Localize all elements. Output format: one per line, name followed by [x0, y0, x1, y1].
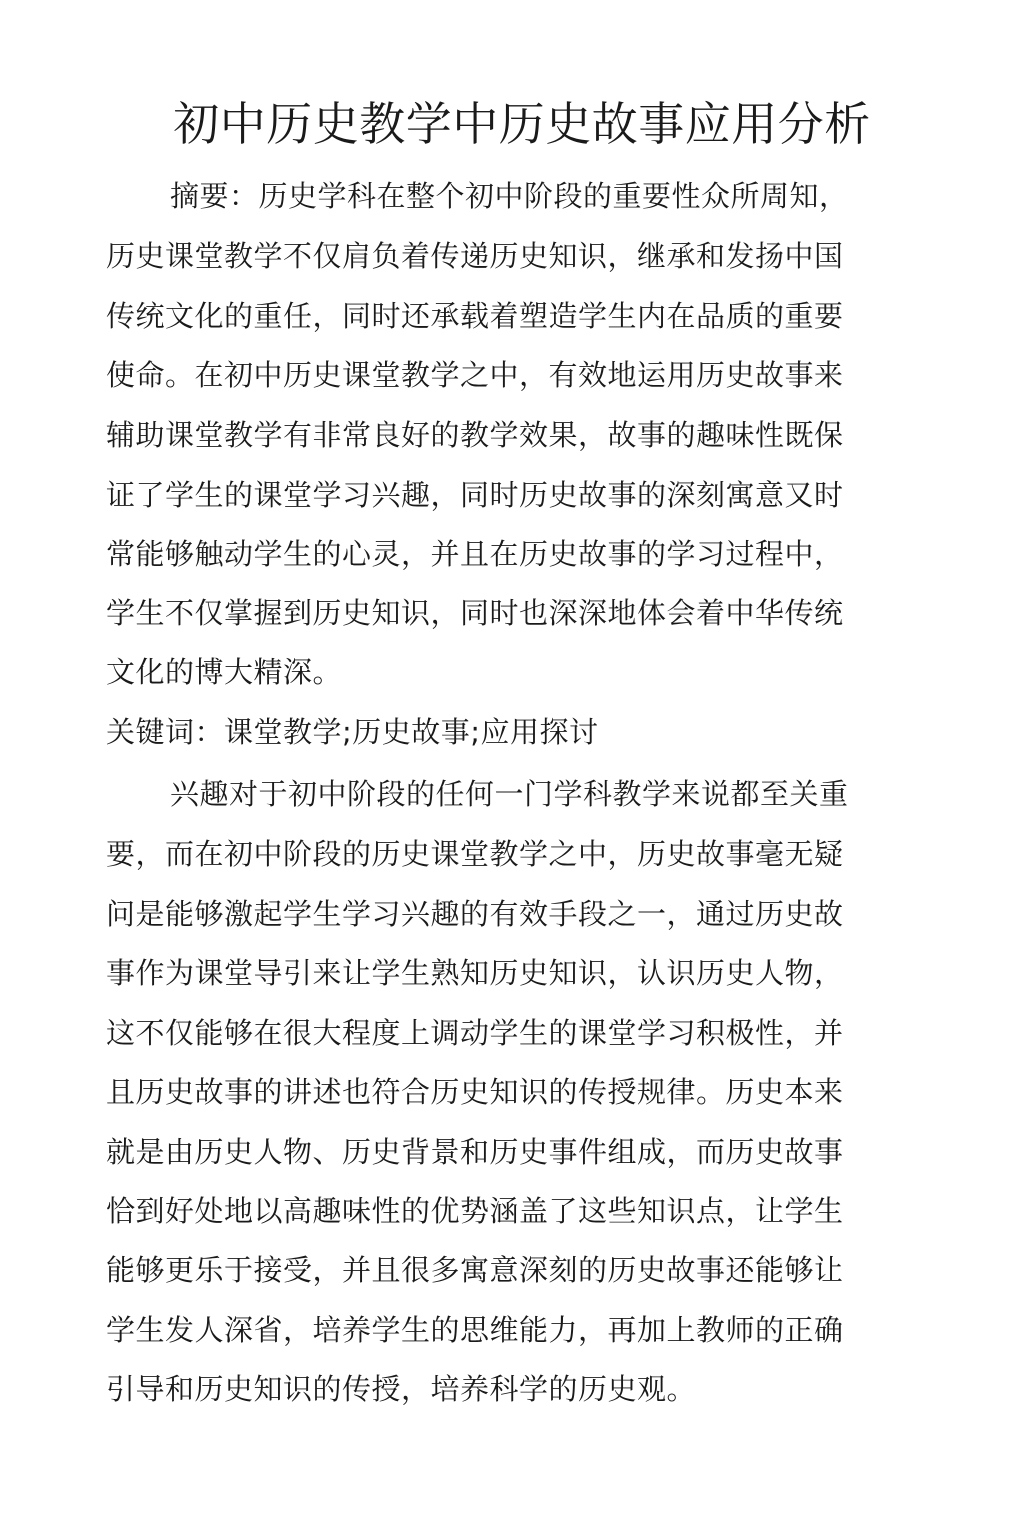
body-line: 学生发人深省，培养学生的思维能力，再加上教师的正确 — [106, 1313, 844, 1347]
abstract-line: 摘要：历史学科在整个初中阶段的重要性众所周知， — [170, 179, 849, 213]
abstract-line: 辅助课堂教学有非常良好的教学效果，故事的趣味性既保 — [106, 418, 844, 452]
abstract-line: 常能够触动学生的心灵，并且在历史故事的学习过程中， — [106, 537, 844, 571]
body-line: 要，而在初中阶段的历史课堂教学之中，历史故事毫无疑 — [106, 837, 844, 871]
keywords-line: 关键词：课堂教学;历史故事;应用探讨 — [106, 715, 599, 749]
abstract-line: 传统文化的重任，同时还承载着塑造学生内在品质的重要 — [106, 299, 844, 333]
body-line: 恰到好处地以高趣味性的优势涵盖了这些知识点，让学生 — [106, 1194, 844, 1228]
body-line: 引导和历史知识的传授，培养科学的历史观。 — [106, 1372, 697, 1406]
abstract-line: 历史课堂教学不仅肩负着传递历史知识，继承和发扬中国 — [106, 239, 844, 273]
body-line: 就是由历史人物、历史背景和历史事件组成，而历史故事 — [106, 1135, 844, 1169]
abstract-line: 使命。在初中历史课堂教学之中，有效地运用历史故事来 — [106, 358, 844, 392]
abstract-line: 证了学生的课堂学习兴趣，同时历史故事的深刻寓意又时 — [106, 478, 844, 512]
body-line: 且历史故事的讲述也符合历史知识的传授规律。历史本来 — [106, 1075, 844, 1109]
body-line: 能够更乐于接受，并且很多寓意深刻的历史故事还能够让 — [106, 1253, 844, 1287]
abstract-line: 学生不仅掌握到历史知识，同时也深深地体会着中华传统 — [106, 596, 844, 630]
document-title: 初中历史教学中历史故事应用分析 — [173, 97, 871, 151]
body-line: 事作为课堂导引来让学生熟知历史知识，认识历史人物， — [106, 956, 844, 990]
body-line: 问是能够激起学生学习兴趣的有效手段之一，通过历史故 — [106, 897, 844, 931]
body-line: 这不仅能够在很大程度上调动学生的课堂学习积极性，并 — [106, 1016, 844, 1050]
body-line: 兴趣对于初中阶段的任何一门学科教学来说都至关重 — [170, 777, 849, 811]
abstract-line: 文化的博大精深。 — [106, 655, 343, 689]
